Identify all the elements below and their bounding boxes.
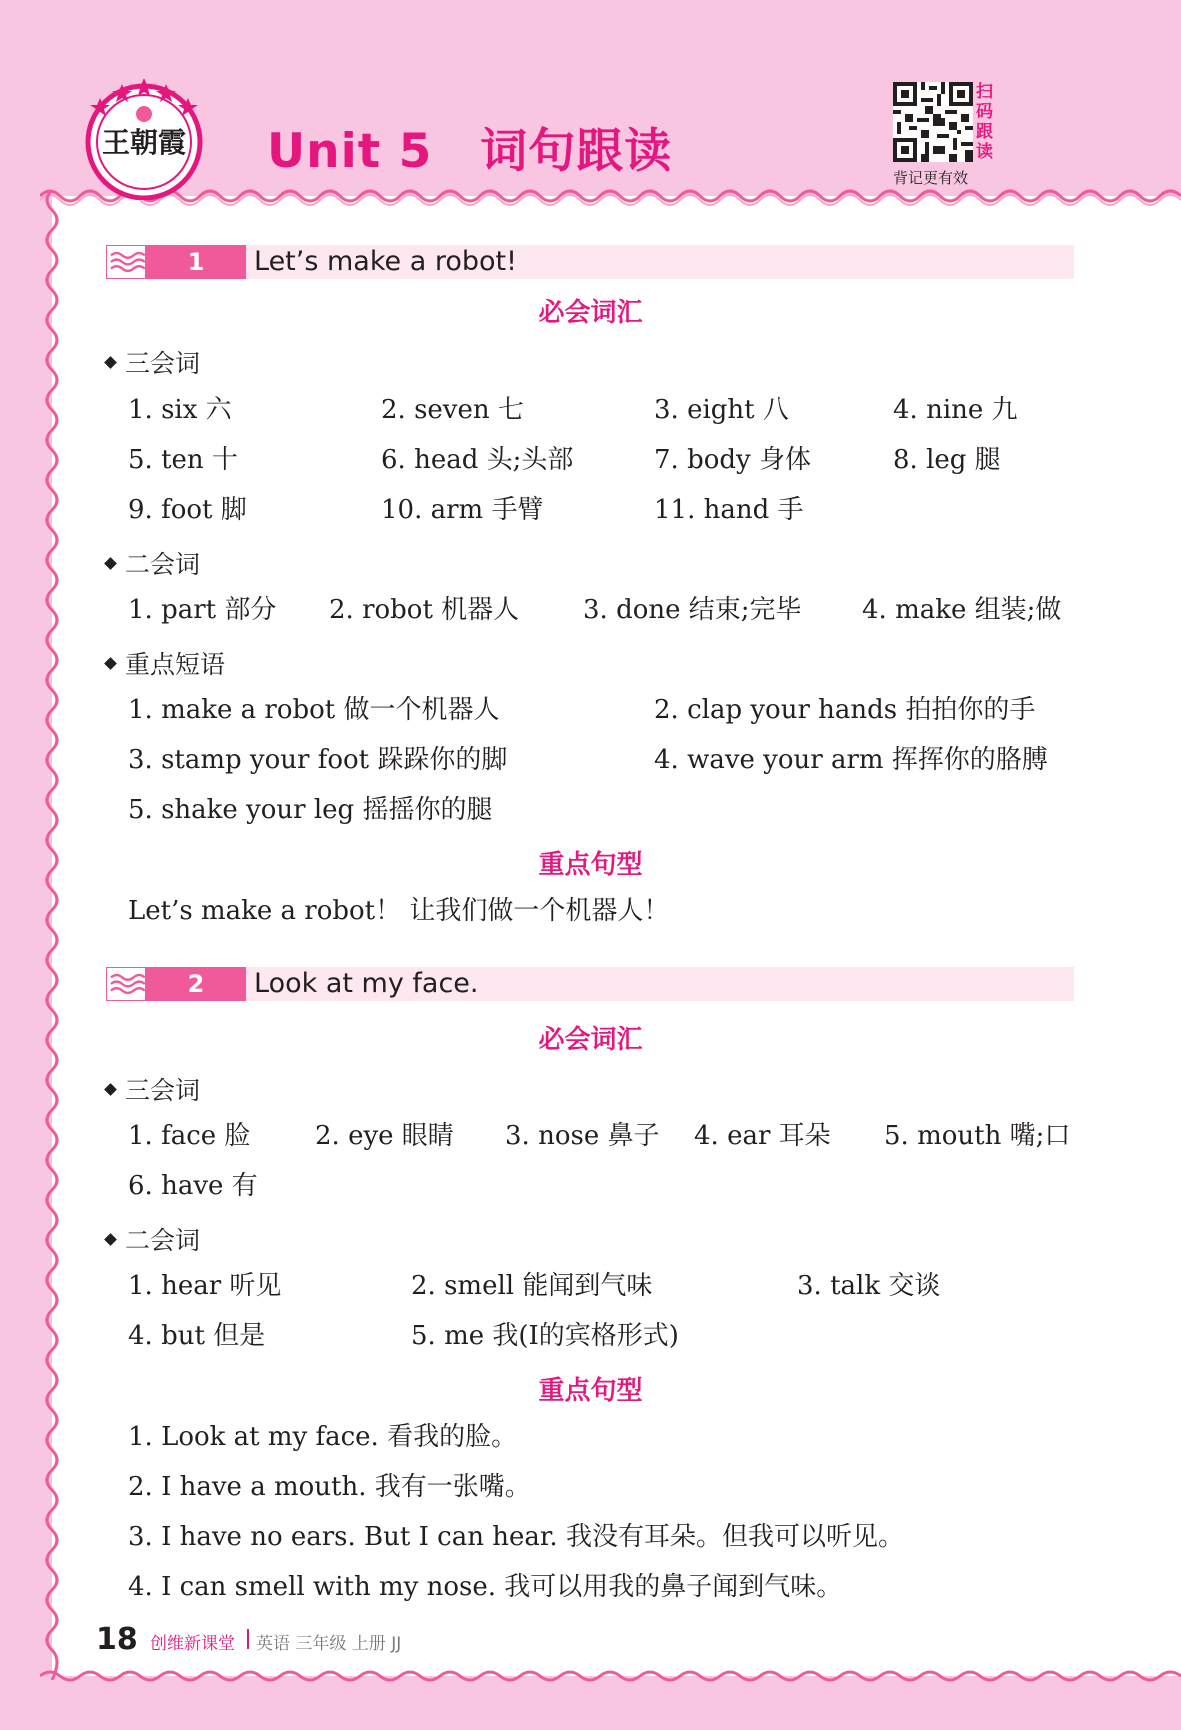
phrase-item: 3. stamp your foot 跺跺你的脚 bbox=[128, 745, 508, 775]
vocab-item: 3. nose 鼻子 bbox=[505, 1121, 660, 1151]
page-number: 18 bbox=[96, 1622, 138, 1657]
vocab-item: 4. make 组装;做 bbox=[862, 595, 1062, 625]
lesson-title: Look at my face. bbox=[254, 968, 479, 999]
vocab-item: 1. face 脸 bbox=[128, 1121, 251, 1151]
footer-divider bbox=[247, 1629, 249, 1649]
remember-hint: 背记更有效 bbox=[893, 169, 969, 187]
scan-label-char: 跟 bbox=[976, 122, 993, 142]
wavy-border-left bbox=[42, 190, 62, 1680]
vocab-item: 2. smell 能闻到气味 bbox=[411, 1271, 653, 1301]
lesson-number: 2 bbox=[146, 967, 246, 1001]
scan-label-char: 扫 bbox=[976, 82, 993, 102]
lesson-1-header bbox=[106, 245, 1074, 279]
vocab-item: 6. head 头;头部 bbox=[381, 445, 574, 475]
vocab-item: 9. foot 脚 bbox=[128, 495, 247, 525]
lesson-number: 1 bbox=[146, 245, 246, 279]
sentence-item: 2. I have a mouth. 我有一张嘴。 bbox=[128, 1472, 531, 1502]
vocab-item: 10. arm 手臂 bbox=[381, 495, 544, 525]
diamond-bullet-icon bbox=[104, 1083, 117, 1096]
scan-label-char: 码 bbox=[976, 102, 993, 122]
vocab-item: 2. eye 眼睛 bbox=[315, 1121, 454, 1151]
qr-code[interactable] bbox=[893, 82, 973, 162]
category-two-skill-words bbox=[106, 545, 200, 581]
vocab-item: 11. hand 手 bbox=[654, 495, 804, 525]
vocab-item: 2. seven 七 bbox=[381, 395, 524, 425]
sentence-heading: 重点句型 bbox=[538, 850, 643, 880]
category-label: 三会词 bbox=[125, 349, 201, 378]
brand-logo-seal bbox=[82, 76, 206, 200]
vocab-item: 1. hear 听见 bbox=[128, 1271, 282, 1301]
lesson-title: Let’s make a robot! bbox=[254, 246, 517, 277]
vocab-item: 4. but 但是 bbox=[128, 1321, 266, 1351]
vocab-heading: 必会词汇 bbox=[538, 1025, 643, 1055]
vocab-item: 4. ear 耳朵 bbox=[694, 1121, 831, 1151]
phrase-item: 2. clap your hands 拍拍你的手 bbox=[654, 695, 1036, 725]
vocab-item: 2. robot 机器人 bbox=[329, 595, 520, 625]
wavy-border-top bbox=[40, 186, 1181, 206]
vocab-item: 5. ten 十 bbox=[128, 445, 238, 475]
sentence-item: 4. I can smell with my nose. 我可以用我的鼻子闻到气味。 bbox=[128, 1572, 843, 1602]
unit-title: 词句跟读 bbox=[480, 124, 673, 179]
waves-icon bbox=[106, 245, 146, 279]
sentence-heading: 重点句型 bbox=[538, 1376, 643, 1406]
lesson-2-header bbox=[106, 967, 1074, 1001]
vocab-heading: 必会词汇 bbox=[538, 298, 643, 328]
category-label: 二会词 bbox=[125, 1226, 201, 1255]
unit-label: Unit 5 bbox=[267, 124, 433, 179]
sentence-item: 1. Look at my face. 看我的脸。 bbox=[128, 1422, 518, 1452]
category-three-skill-words bbox=[106, 344, 200, 380]
wavy-border-bottom bbox=[40, 1668, 1181, 1686]
category-two-skill-words bbox=[106, 1221, 200, 1257]
category-label: 二会词 bbox=[125, 550, 201, 579]
unit-heading bbox=[267, 114, 672, 181]
category-label: 三会词 bbox=[125, 1076, 201, 1105]
vocab-item: 5. me 我(I的宾格形式) bbox=[411, 1321, 679, 1351]
category-three-skill-words bbox=[106, 1071, 200, 1107]
category-label: 重点短语 bbox=[125, 650, 226, 679]
vocab-item: 7. body 身体 bbox=[654, 445, 811, 475]
waves-icon bbox=[106, 967, 146, 1001]
scan-label-char: 读 bbox=[976, 142, 993, 162]
logo-text: 王朝霞 bbox=[101, 126, 187, 159]
sentence-item: 3. I have no ears. But I can hear. 我没有耳朵。但我可以听见。 bbox=[128, 1522, 904, 1552]
footer-book-info: 英语 三年级 上册 JJ bbox=[256, 1634, 402, 1654]
diamond-bullet-icon bbox=[104, 657, 117, 670]
diamond-bullet-icon bbox=[104, 1233, 117, 1246]
diamond-bullet-icon bbox=[104, 356, 117, 369]
vocab-item: 3. talk 交谈 bbox=[797, 1271, 941, 1301]
footer-brand: 创维新课堂 bbox=[150, 1634, 235, 1654]
vocab-item: 1. six 六 bbox=[128, 395, 232, 425]
scan-follow-read-label bbox=[976, 82, 994, 162]
vocab-item: 1. part 部分 bbox=[128, 595, 277, 625]
category-key-phrases bbox=[106, 645, 225, 681]
diamond-bullet-icon bbox=[104, 557, 117, 570]
vocab-item: 6. have 有 bbox=[128, 1171, 258, 1201]
phrase-item: 1. make a robot 做一个机器人 bbox=[128, 695, 500, 725]
vocab-item: 8. leg 腿 bbox=[893, 445, 1001, 475]
vocab-item: 3. done 结束;完毕 bbox=[583, 595, 802, 625]
vocab-item: 3. eight 八 bbox=[654, 395, 789, 425]
sentence-item: Let’s make a robot！ 让我们做一个机器人！ bbox=[128, 896, 670, 926]
vocab-item: 4. nine 九 bbox=[893, 395, 1018, 425]
phrase-item: 5. shake your leg 摇摇你的腿 bbox=[128, 795, 493, 825]
vocab-item: 5. mouth 嘴;口 bbox=[884, 1121, 1071, 1151]
phrase-item: 4. wave your arm 挥挥你的胳膊 bbox=[654, 745, 1048, 775]
